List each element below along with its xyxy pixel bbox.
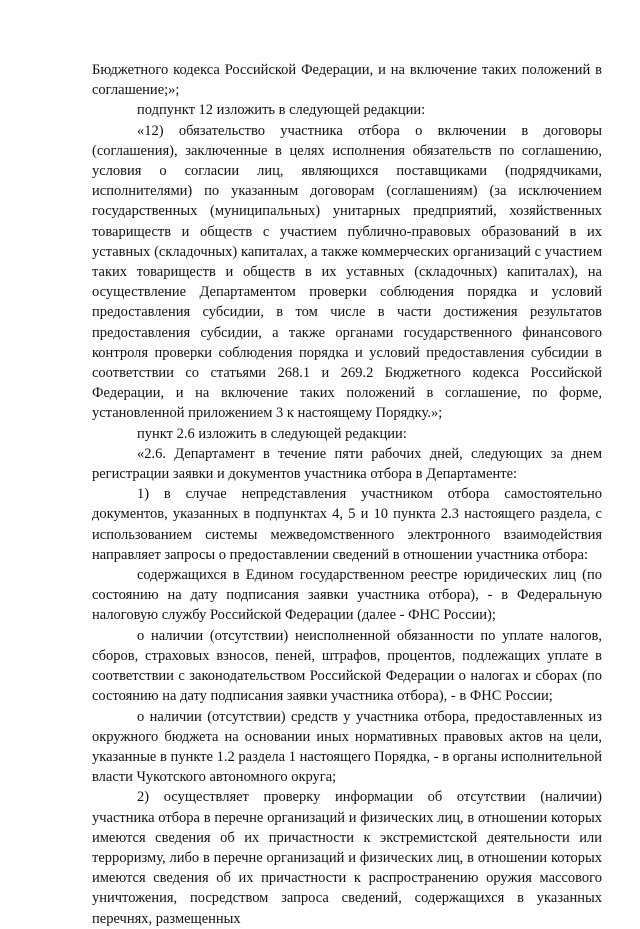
paragraph-4: пункт 2.6 изложить в следующей редакции: [137,425,407,442]
paragraph-8: о наличии (отсутствии) неисполненной обязанности по уплате налогов, сборов, страховых взносов, пеней, штрафов, процентов, подлежащих уплате в соответствии с законодательством Российской Федерации о налогах и сборах (по состоянию на дату подписания заявки участника отбора), - в ФНС России; [92,627,602,705]
document-page [92,60,602,929]
paragraph-10: 2) осуществляет проверку информации об отсутствии (наличии) участника отбора в перечне организаций и физических лиц, в отношении которых имеются сведения об их причастности к экстремистской деятельности или терроризму, либо в перечне организаций и физических лиц, в отношении которых имеются сведения об их причастности к распространению оружия массового уничтожения, посредством запроса сведений, содержащихся в указанных перечнях, размещенных [92,789,602,927]
paragraph-5: «2.6. Департамент в течение пяти рабочих дней, следующих за днем регистрации заявки и документов участника отбора в Департаменте: [92,445,602,483]
paragraph-2: подпункт 12 изложить в следующей редакции: [137,102,426,119]
paragraph-3: «12) обязательство участника отбора о включении в договоры (соглашения), заключенные в целях исполнения обязательств по соглашению, условия о согласии лиц, являющихся поставщиками (подрядчиками, исполнителями) по указанным договорам (соглашениям) (за исключением государственных (муниципальных) унитарных предприятий, хозяйственных товариществ и обществ с участием публично-правовых образований в их уставных (складочных) капиталах, а также коммерческих организаций с участием таких товариществ и обществ в их уставных (складочных) капиталах), на осуществление Департаментом проверки соблюдения порядка и условий предоставления субсидии, в том числе в части достижения результатов предоставления субсидии, а также органами государственного финансового контроля проверки соблюдения порядка и условий предоставления субсидии в соответствии со статьями 268.1 и 269.2 Бюджетного кодекса Российской Федерации, и на включение таких положений в соглашение, по форме, установленной приложением 3 к настоящему Порядку.»; [92,122,602,422]
paragraph-9: о наличии (отсутствии) средств у участника отбора, предоставленных из окружного бюджета на основании иных нормативных правовых актов на цели, указанные в пункте 1.2 раздела 1 настоящего Порядка, - в органы исполнительной власти Чукотского автономного округа; [92,708,602,786]
paragraph-1: Бюджетного кодекса Российской Федерации, и на включение таких положений в соглашение;»; [92,62,602,99]
paragraph-6: 1) в случае непредставления участником отбора самостоятельно документов, указанных в подпунктах 4, 5 и 10 пункта 2.3 настоящего раздела, с использованием системы межведомственного электронного взаимодействия направляет запросы о предоставлении сведений в отношении участника отбора: [92,486,602,563]
paragraph-7: содержащихся в Едином государственном реестре юридических лиц (по состоянию на дату подписания заявки участника отбора), - в Федеральную налоговую службу Российской Федерации (далее - ФНС России); [92,567,602,624]
